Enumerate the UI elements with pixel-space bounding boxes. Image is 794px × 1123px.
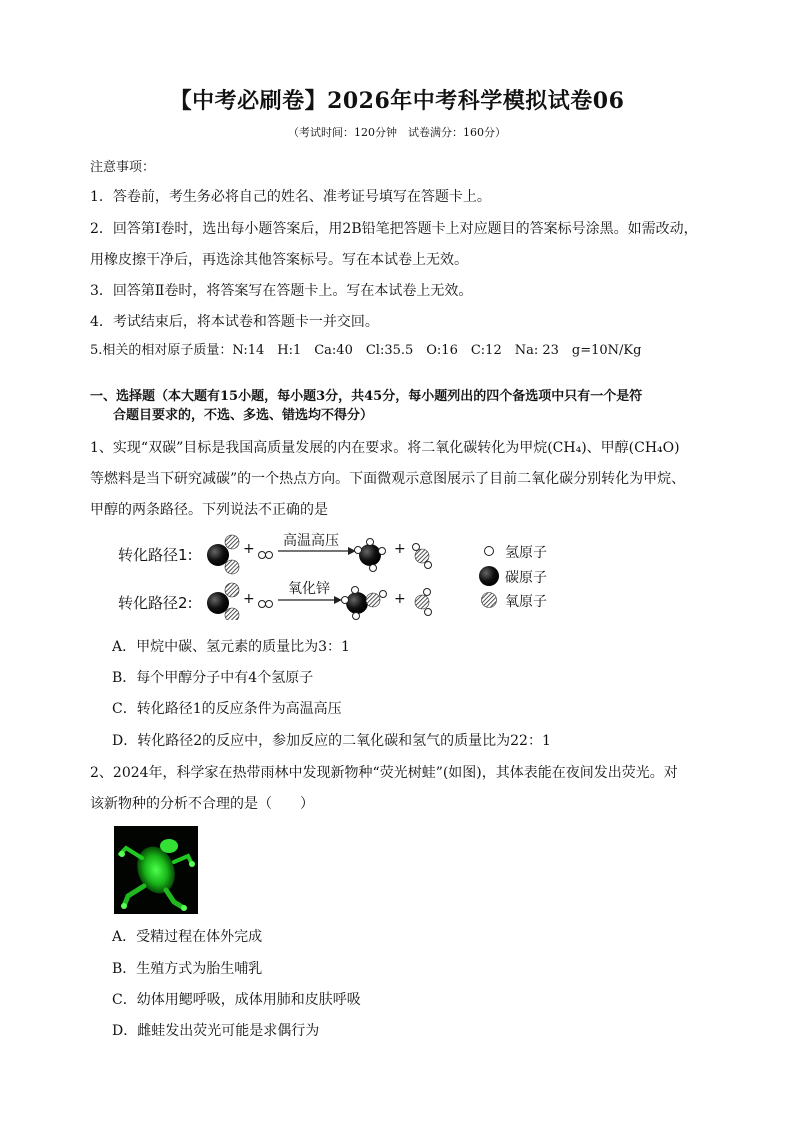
note-item: 2．回答第Ⅰ卷时，选出每小题答案后，用2B铅笔把答题卡上对应题目的答案标号涂黑。如需改动， (90, 221, 698, 237)
plus-sign: + (243, 591, 255, 607)
option-a: A．受精过程在体外完成 (112, 929, 263, 945)
note-item: 3．回答第Ⅱ卷时，将答案写在答题卡上。写在本试卷上无效。 (90, 283, 473, 299)
question-2-text: 该新物种的分析不合理的是（ ） (90, 796, 314, 812)
ch4-molecule-icon (355, 539, 386, 572)
condition-high-temp-pressure: 高温高压 (283, 533, 339, 549)
carbon-atom-legend-icon (479, 566, 499, 586)
exam-info: （考试时间：120分钟 试卷满分：160分） (288, 126, 506, 139)
co2-molecule-icon (207, 535, 239, 574)
reaction-arrow-icon (278, 596, 342, 604)
reaction-arrow-icon (278, 547, 356, 555)
note-item: 4．考试结束后，将本试卷和答题卡一并交回。 (90, 314, 379, 330)
option-b: B．生殖方式为胎生哺乳 (112, 961, 263, 977)
h2-molecule-icon (259, 601, 273, 608)
legend-carbon: 碳原子 (505, 570, 547, 586)
note-item: 用橡皮擦干净后，再选涂其他答案标号。写在本试卷上无效。 (90, 252, 468, 268)
ch4o-molecule-icon (342, 587, 387, 620)
plus-sign: + (243, 541, 255, 557)
path1-label: 转化路径1: (118, 546, 193, 564)
section-heading-cont: 合题目要求的，不选、多选、错选均不得分） (113, 408, 374, 423)
option-a: A．甲烷中碳、氢元素的质量比为3：1 (112, 639, 350, 655)
option-c: C．幼体用鳃呼吸，成体用肺和皮肤呼吸 (112, 992, 361, 1008)
section-heading: 一、选择题（本大题有15小题，每小题3分，共45分，每小题列出的四个备选项中只有一个是符 (90, 389, 643, 404)
plus-sign: + (394, 591, 406, 607)
h2o-molecule-icon (413, 544, 432, 569)
notes-heading: 注意事项： (90, 160, 156, 175)
hydrogen-atom-legend-icon (485, 547, 494, 556)
h2o-molecule-icon (415, 589, 432, 616)
plus-sign: + (394, 541, 406, 557)
question-1-text: 等燃料是当下研究减碳”的一个热点方向。下面微观示意图展示了目前二氧化碳分别转化为甲烷、 (90, 471, 686, 487)
question-2-text: 2、2024年，科学家在热带雨林中发现新物种“荧光树蛙”(如图)，其体表能在夜间发出荧光。对 (90, 765, 678, 781)
molecule-diagram (0, 520, 794, 620)
co2-molecule-icon (207, 583, 239, 620)
glowing-tree-frog-image (114, 826, 198, 914)
h2-molecule-icon (259, 552, 273, 559)
option-b: B．每个甲醇分子中有4个氢原子 (112, 670, 314, 686)
note-item: 1．答卷前，考生务必将自己的姓名、准考证号填写在答题卡上。 (90, 189, 491, 205)
legend-oxygen: 氧原子 (505, 594, 547, 610)
path2-label: 转化路径2: (118, 594, 193, 612)
option-d: D．转化路径2的反应中，参加反应的二氧化碳和氢气的质量比为22：1 (112, 733, 551, 749)
condition-zinc-oxide: 氧化锌 (288, 581, 330, 597)
question-1-text: 1、实现“双碳”目标是我国高质量发展的内在要求。将二氧化碳转化为甲烷(CH₄)、甲醇(CH₄O) (90, 440, 680, 456)
oxygen-atom-legend-icon (482, 593, 497, 608)
option-d: D．雌蛙发出荧光可能是求偶行为 (112, 1023, 320, 1039)
option-c: C．转化路径1的反应条件为高温高压 (112, 701, 342, 717)
legend-hydrogen: 氢原子 (505, 545, 547, 561)
question-1-text: 甲醇的两条路径。下列说法不正确的是 (90, 502, 328, 518)
note-item: 5.相关的相对原子质量：N:14 H:1 Ca:40 Cl:35.5 O:16 C:12 Na: 23 g=10N/Kg (90, 343, 642, 358)
page-title: 【中考必刷卷】2026年中考科学模拟试卷06 (169, 88, 625, 114)
